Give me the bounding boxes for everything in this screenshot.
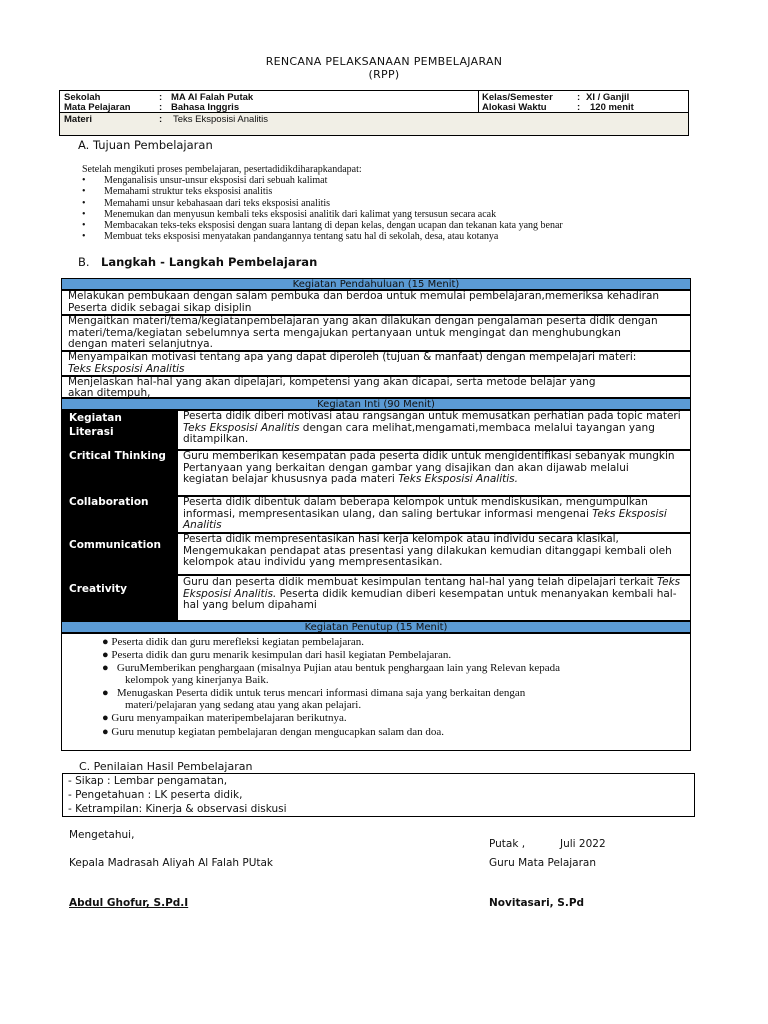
closing-box — [61, 633, 691, 751]
list-item: • Membacakan teks-teks eksposisi dengan suara lantang di depan kelas, dengan ucapan dan tekanan kata yang benar — [82, 220, 563, 232]
inti-header: Kegiatan Inti (90 Menit) — [61, 398, 691, 410]
list-item: ● Menugaskan Peserta didik untuk terus mencari informasi dimana saja yang berkaitan dengan — [102, 687, 526, 699]
alokasi-label: Alokasi Waktu — [482, 102, 547, 113]
skill-label-literasi: Kegiatan Literasi — [69, 412, 122, 438]
sekolah-label: Sekolah — [64, 92, 101, 103]
table-row: Menyampaikan motivasi tentang apa yang dapat diperoleh (tujuan & manfaat) dengan mempelajari materi: Teks Eksposisi Analitis — [61, 351, 691, 376]
assessment-item: - Sikap : Lembar pengamatan, — [68, 775, 228, 787]
table-row: Peserta didik mempresentasikan hasi kerja kelompok atau individu secara klasikal, Mengemukakan pendapat atas presentasi yang dilakukan kemudian ditanggapi kembali oleh kelompok atau individu yang mempresentasikan. — [177, 533, 691, 575]
materi-row-shade — [60, 112, 688, 135]
list-item: • Menganalisis unsur-unsur eksposisi dari sebuah kalimat — [82, 175, 328, 187]
date-text: Juli 2022 — [560, 838, 606, 850]
assessment-item: - Pengetahuan : LK peserta didik, — [68, 789, 243, 801]
section-b-heading: Langkah - Langkah Pembelajaran — [101, 255, 318, 269]
mengetahui-label: Mengetahui, — [69, 829, 135, 841]
materi-value: Teks Eksposisi Analitis — [173, 114, 269, 125]
table-row: Mengaitkan materi/tema/kegiatanpembelajaran yang akan dilakukan dengan pengalaman peserta didik dengan materi/tema/kegiatan sebelumnya serta mengajukan pertanyaan untuk mengingat dan menghubungkan dengan materi selanjutnya. — [61, 315, 691, 351]
list-item: ● GuruMemberikan penghargaan (misalnya Pujian atau bentuk penghargaan lain yang Relevan kepada — [102, 662, 561, 674]
skill-label-communication: Communication — [69, 539, 161, 551]
objectives-intro: Setelah mengikuti proses pembelajaran, pesertadidikdiharapkandapat: — [82, 164, 362, 175]
place-text: Putak , — [489, 838, 526, 850]
list-item: ● Peserta didik dan guru merefleksi kegiatan pembelajaran. — [102, 636, 365, 648]
objectives-list — [82, 164, 563, 242]
mapel-value: Bahasa Inggris — [171, 102, 240, 113]
pendahuluan-header: Kegiatan Pendahuluan (15 Menit) — [61, 278, 691, 290]
list-item-continued: kelompok yang kinerjanya Baik. — [125, 674, 269, 686]
document-subtitle: (RPP) — [368, 68, 400, 81]
list-item: • Memahami struktur teks eksposisi analitis — [82, 186, 273, 198]
section-b-letter: B. — [78, 255, 90, 269]
section-c-heading: C. Penilaian Hasil Pembelajaran — [79, 760, 253, 773]
materi-label: Materi — [64, 114, 92, 125]
table-row: Peserta didik dibentuk dalam beberapa kelompok untuk mendiskusikan, mengumpulkan informasi, mempresentasikan ulang, dan saling bertukar informasi mengenai Teks Eksposisi Analitis — [177, 496, 691, 533]
list-item: • Membuat teks eksposisi menyatakan pandangannya tentang satu hal di sekolah, desa, atau kotanya — [82, 231, 499, 243]
kelas-label: Kelas/Semester — [482, 92, 553, 103]
table-row: Melakukan pembukaan dengan salam pembuka dan berdoa untuk memulai pembelajaran,memeriksa kehadiran Peserta didik sebagai sikap disiplin — [61, 290, 691, 315]
assessment-box — [62, 773, 695, 817]
colon: : — [577, 92, 581, 103]
sekolah-value: MA Al Falah Putak — [171, 92, 254, 103]
kelas-value: XI / Ganjil — [586, 92, 630, 103]
skill-label-creativity: Creativity — [69, 583, 128, 595]
table-row: Peserta didik diberi motivasi atau rangsangan untuk memusatkan perhatian pada topic materi Teks Eksposisi Analitis dengan cara melihat,mengamati,membaca melalui tayangan yang ditampilkan. — [177, 410, 691, 450]
skill-label-collaboration: Collaboration — [69, 496, 149, 508]
assessment-item: - Ketrampilan: Kinerja & observasi diskusi — [68, 803, 287, 815]
skill-label-critical-thinking: Critical Thinking — [69, 450, 166, 462]
left-signer-name: Abdul Ghofur, S.Pd.I — [69, 897, 189, 909]
list-item: ● Guru menutup kegiatan pembelajaran dengan mengucapkan salam dan doa. — [102, 726, 445, 738]
colon: : — [159, 114, 163, 125]
list-item: ● Peserta didik dan guru menarik kesimpulan dari hasil kegiatan Pembelajaran. — [102, 649, 452, 661]
column-divider — [478, 91, 479, 112]
colon: : — [577, 102, 581, 113]
list-item: • Menemukan dan menyusun kembali teks eksposisi analitik dari kalimat yang tersusun secara acak — [82, 208, 497, 220]
section-a-heading: A. Tujuan Pembelajaran — [78, 138, 213, 152]
mapel-label: Mata Pelajaran — [64, 102, 131, 113]
table-row: Guru memberikan kesempatan pada peserta didik untuk mengidentifikasi sebanyak mungkin Pertanyaan yang berkaitan dengan gambar yang disajikan dan akan dijawab melalui kegiatan belajar khususnya pada materi Teks Eksposisi Analitis. — [177, 450, 691, 496]
table-row: Guru dan peserta didik membuat kesimpulan tentang hal-hal yang telah dipelajari terkait Teks Eksposisi Analitis. Peserta didik kemudian diberi kesempatan untuk menanyakan kembali hal- hal yang belum dipahami — [177, 575, 691, 621]
right-signer-role: Guru Mata Pelajaran — [489, 857, 597, 869]
colon: : — [159, 102, 163, 113]
table-row: Menjelaskan hal-hal yang akan dipelajari, kompetensi yang akan dicapai, serta metode belajar yang akan ditempuh, — [61, 376, 691, 398]
penutup-header: Kegiatan Penutup (15 Menit) — [61, 621, 691, 633]
right-signer-name: Novitasari, S.Pd — [489, 897, 585, 909]
list-item: • Memahami unsur kebahasaan dari teks eksposisi analitis — [82, 197, 331, 209]
document-title: RENCANA PELAKSANAAN PEMBELAJARAN — [265, 55, 503, 68]
alokasi-value: 120 menit — [590, 102, 634, 113]
list-item-continued: materi/pelajaran yang sedang atau yang akan pelajari. — [125, 699, 362, 711]
list-item: ● Guru menyampaikan materipembelajaran berikutnya. — [102, 712, 347, 724]
colon: : — [159, 92, 163, 103]
left-signer-role: Kepala Madrasah Aliyah Al Falah PUtak — [69, 857, 274, 869]
identity-box — [59, 90, 689, 136]
